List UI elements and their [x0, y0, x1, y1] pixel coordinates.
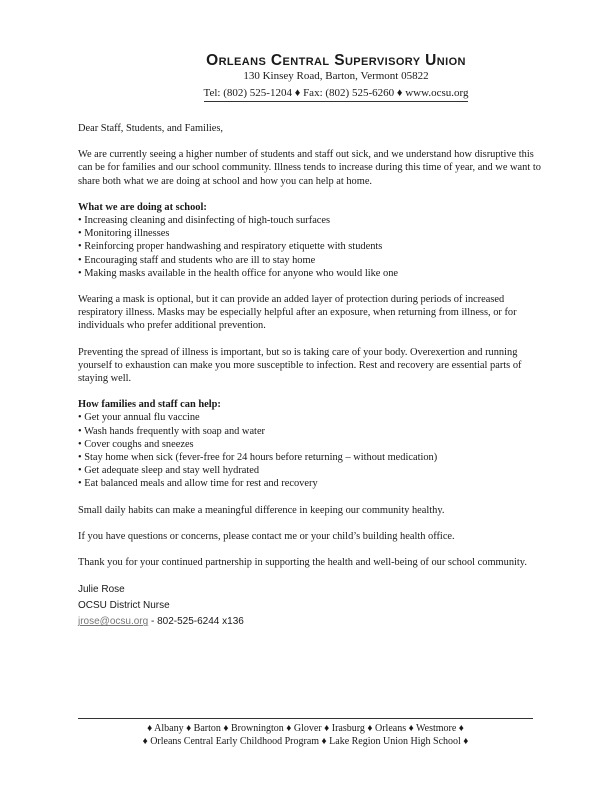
footer	[78, 718, 533, 748]
habits-paragraph: Small daily habits can make a meaningful difference in keeping our community healthy.	[78, 504, 445, 516]
letter-body	[78, 122, 548, 630]
org-contact: Tel: (802) 525-1204 ♦ Fax: (802) 525-6260 ♦ www.ocsu.org	[204, 87, 469, 102]
list-item: • Cover coughs and sneezes	[78, 438, 548, 451]
list-item: • Get your annual flu vaccine	[78, 411, 548, 424]
list-item: • Stay home when sick (fever-free for 24 hours before returning – without medication)	[78, 451, 548, 464]
letterhead	[0, 52, 612, 102]
signer-title: OCSU District Nurse	[78, 600, 170, 612]
list-item: • Wash hands frequently with soap and water	[78, 425, 548, 438]
signer-contact	[78, 614, 548, 630]
footer-line-2: ♦ Orleans Central Early Childhood Program ♦ Lake Region Union High School ♦	[142, 736, 469, 747]
school-heading: What we are doing at school:	[78, 201, 207, 213]
mask-paragraph: Wearing a mask is optional, but it can provide an added layer of protection during periods of increased respiratory illness. Masks may be especially helpful after an exposure, when returning from illness, or for individuals who prefer additional prevention.	[78, 294, 517, 332]
thanks-paragraph: Thank you for your continued partnership in supporting the health and well-being of our school community.	[78, 557, 527, 569]
org-name: Orleans Central Supervisory Union	[206, 52, 466, 69]
list-item: • Encouraging staff and students who are ill to stay home	[78, 254, 548, 267]
list-item: • Get adequate sleep and stay well hydrated	[78, 464, 548, 477]
signature-block	[78, 582, 548, 630]
list-item: • Making masks available in the health office for anyone who would like one	[78, 267, 548, 280]
intro-paragraph: We are currently seeing a higher number of students and staff out sick, and we understand how disruptive this can be for families and our school community. Illness tends to increase during this time of year, and we want to share both what we are doing at school and how you can help at home.	[78, 149, 541, 187]
list-item: • Reinforcing proper handwashing and respiratory etiquette with students	[78, 240, 548, 253]
family-list	[78, 411, 548, 490]
list-item: • Eat balanced meals and allow time for rest and recovery	[78, 477, 548, 490]
salutation: Dear Staff, Students, and Families,	[78, 123, 223, 134]
org-address: 130 Kinsey Road, Barton, Vermont 05822	[243, 70, 429, 82]
school-list	[78, 214, 548, 280]
signer-name: Julie Rose	[78, 584, 125, 596]
signer-phone: - 802-525-6244 x136	[148, 616, 244, 628]
questions-paragraph: If you have questions or concerns, please contact me or your child’s building health office.	[78, 530, 455, 542]
footer-line-1: ♦ Albany ♦ Barton ♦ Brownington ♦ Glover ♦ Irasburg ♦ Orleans ♦ Westmore ♦	[147, 723, 464, 734]
email-link[interactable]: jrose@ocsu.org	[78, 616, 149, 628]
self-care-paragraph: Preventing the spread of illness is important, but so is taking care of your body. Overexertion and running yourself to exhaustion can make you more susceptible to infection. Rest and recovery are essential parts of staying well.	[78, 346, 522, 385]
list-item: • Increasing cleaning and disinfecting of high-touch surfaces	[78, 214, 548, 227]
family-heading: How families and staff can help:	[78, 399, 221, 411]
list-item: • Monitoring illnesses	[78, 227, 548, 240]
